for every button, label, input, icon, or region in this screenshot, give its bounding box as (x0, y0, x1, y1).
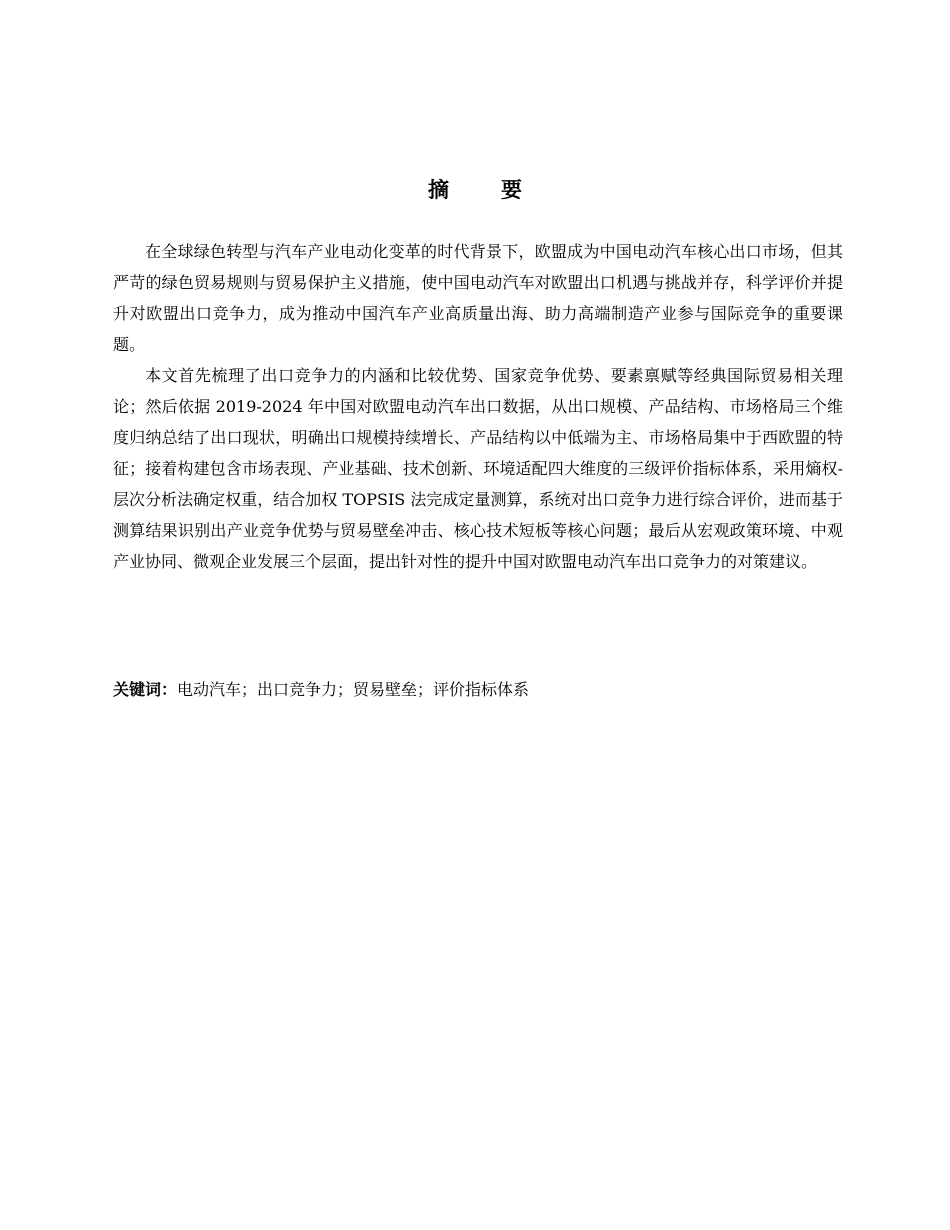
abstract-paragraph-1: 在全球绿色转型与汽车产业电动化变革的时代背景下，欧盟成为中国电动汽车核心出口市场，但其严苛的绿色贸易规则与贸易保护主义措施，使中国电动汽车对欧盟出口机遇与挑战并存，科学评价并提升对欧盟出口竞争力，成为推动中国汽车产业高质量出海、助力高端制造产业参与国际竞争的重要课题。 (113, 242, 843, 354)
title-char-2: 要 (501, 178, 522, 202)
page-title (0, 174, 950, 206)
title-char-1: 摘 (428, 178, 449, 202)
abstract-paragraph-2: 本文首先梳理了出口竞争力的内涵和比较优势、国家竞争优势、要素禀赋等经典国际贸易相关理论；然后依据 2019-2024 年中国对欧盟电动汽车出口数据，从出口规模、产品结构、市场格局三个维度归纳总结了出口现状，明确出口规模持续增长、产品结构以中低端为主、市场格局集中于西欧盟的特征；接着构建包含市场表现、产业基础、技术创新、环境适配四大维度的三级评价指标体系，采用熵权-层次分析法确定权重，结合加权 TOPSIS 法完成定量测算，系统对出口竞争力进行综合评价，进而基于测算结果识别出产业竞争优势与贸易壁垒冲击、核心技术短板等核心问题；最后从宏观政策环境、中观产业协同、微观企业发展三个层面，提出针对性的提升中国对欧盟电动汽车出口竞争力的对策建议。 (113, 366, 843, 571)
keywords-line (113, 674, 843, 705)
keywords-label: 关键词： (113, 680, 178, 699)
abstract-body (113, 236, 843, 577)
keywords-value: 电动汽车；出口竞争力；贸易壁垒；评价指标体系 (177, 680, 530, 699)
